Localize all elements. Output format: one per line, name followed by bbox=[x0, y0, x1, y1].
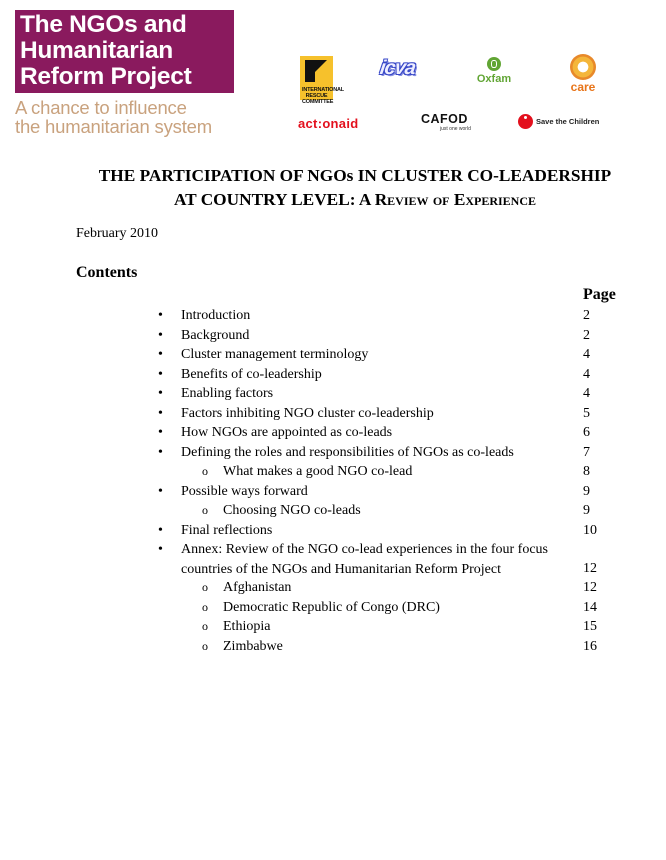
toc-entry-label: What makes a good NGO co-lead bbox=[223, 464, 413, 479]
toc-entry[interactable] bbox=[0, 521, 666, 541]
oxfam-logo bbox=[474, 57, 514, 85]
save-the-children-text: Save the Children bbox=[536, 117, 600, 126]
toc-entry-label: Factors inhibiting NGO cluster co-leadership bbox=[181, 405, 434, 421]
toc-entry-page: 9 bbox=[583, 483, 590, 499]
hollow-bullet-icon: o bbox=[202, 580, 208, 594]
toc-entry-label: Benefits of co-leadership bbox=[181, 366, 322, 382]
icva-logo: icva bbox=[378, 57, 417, 79]
toc-entry-page: 2 bbox=[583, 327, 590, 343]
toc-entry[interactable] bbox=[0, 617, 666, 637]
toc-entry[interactable] bbox=[0, 345, 666, 365]
toc-entry[interactable] bbox=[0, 365, 666, 385]
toc-entry-label: Introduction bbox=[181, 308, 251, 323]
hollow-bullet-icon: o bbox=[202, 503, 208, 517]
bullet-icon: • bbox=[158, 386, 163, 401]
toc-entry-page: 14 bbox=[583, 599, 597, 615]
bullet-icon: • bbox=[158, 425, 163, 440]
toc-entry-page: 4 bbox=[583, 386, 590, 401]
irc-logo bbox=[300, 56, 344, 105]
care-logo bbox=[565, 54, 601, 94]
bullet-icon: • bbox=[158, 366, 163, 382]
toc-entry-page: 10 bbox=[583, 522, 597, 538]
project-logo-line: Humanitarian bbox=[20, 37, 173, 64]
bullet-icon: • bbox=[158, 522, 163, 538]
toc-entry-label: Ethiopia bbox=[223, 619, 271, 634]
toc-entry-page: 12 bbox=[583, 580, 597, 595]
toc-entry-label: Annex: Review of the NGO co-lead experiences in the four focus countries of the NGOs and Humanitarian Reform Project bbox=[181, 542, 548, 577]
care-hands-icon bbox=[570, 54, 596, 80]
table-of-contents bbox=[0, 306, 666, 656]
toc-entry-label: Afghanistan bbox=[223, 580, 292, 595]
cafod-logo-text: CAFOD bbox=[420, 112, 468, 126]
project-logo-box bbox=[15, 10, 234, 93]
tagline-line: the humanitarian system bbox=[15, 116, 212, 137]
toc-entry[interactable] bbox=[0, 462, 666, 482]
toc-entry[interactable] bbox=[0, 404, 666, 424]
toc-entry-page: 2 bbox=[583, 308, 590, 323]
toc-entry-label: Enabling factors bbox=[181, 386, 274, 401]
project-tagline bbox=[15, 98, 234, 136]
cafod-logo bbox=[418, 113, 471, 132]
project-logo bbox=[15, 10, 234, 136]
document-title-line-1: THE PARTICIPATION OF NGOs IN CLUSTER CO-LEADERSHIP bbox=[98, 166, 612, 185]
care-logo-text: care bbox=[570, 80, 596, 94]
toc-entry[interactable] bbox=[0, 578, 666, 598]
bullet-icon: • bbox=[158, 542, 163, 557]
toc-entry[interactable] bbox=[0, 598, 666, 618]
cafod-logo-subtext: just one world bbox=[440, 126, 471, 132]
contents-heading: Contents bbox=[76, 264, 138, 281]
toc-entry-label: Final reflections bbox=[181, 522, 273, 538]
toc-entry-label: Defining the roles and responsibilities of NGOs as co-leads bbox=[181, 444, 514, 460]
toc-entry-page: 4 bbox=[583, 366, 590, 382]
irc-logo-text: INTERNATIONAL RESCUE COMMITTEE bbox=[302, 87, 344, 105]
toc-entry-label: Democratic Republic of Congo (DRC) bbox=[223, 599, 440, 615]
oxfam-figure-icon bbox=[487, 57, 501, 71]
toc-entry-label: Cluster management terminology bbox=[181, 347, 369, 362]
toc-entry[interactable] bbox=[0, 326, 666, 346]
toc-entry[interactable] bbox=[0, 306, 666, 326]
page-column-heading: Page bbox=[583, 286, 616, 303]
bullet-icon: • bbox=[158, 405, 163, 421]
toc-entry-page: 12 bbox=[583, 560, 597, 576]
oxfam-logo-text: Oxfam bbox=[476, 73, 512, 85]
toc-entry-page: 9 bbox=[583, 503, 590, 518]
toc-entry[interactable] bbox=[0, 423, 666, 443]
actionaid-logo: act:onaid bbox=[298, 116, 359, 131]
toc-entry-label: How NGOs are appointed as co-leads bbox=[181, 425, 393, 440]
toc-entry-label: Background bbox=[181, 327, 250, 343]
irc-arrow-head-icon bbox=[305, 60, 327, 82]
hollow-bullet-icon: o bbox=[202, 619, 208, 633]
save-the-children-logo bbox=[518, 114, 599, 129]
toc-entry[interactable] bbox=[0, 501, 666, 521]
project-logo-line: Reform Project bbox=[20, 63, 192, 90]
document-date: February 2010 bbox=[76, 226, 159, 241]
toc-entry[interactable] bbox=[0, 540, 666, 578]
toc-entry-page: 8 bbox=[583, 464, 590, 479]
toc-entry-page: 5 bbox=[583, 405, 590, 421]
hollow-bullet-icon: o bbox=[202, 464, 208, 478]
hollow-bullet-icon: o bbox=[202, 638, 208, 653]
bullet-icon: • bbox=[158, 347, 163, 362]
toc-entry[interactable] bbox=[0, 384, 666, 404]
toc-entry[interactable] bbox=[0, 482, 666, 502]
document-title-line-2: AT COUNTRY LEVEL: A Review of Experience bbox=[173, 190, 537, 209]
toc-entry-page: 4 bbox=[583, 347, 590, 362]
child-figure-icon bbox=[518, 114, 533, 129]
toc-entry-page: 15 bbox=[583, 619, 597, 634]
bullet-icon: • bbox=[158, 308, 163, 323]
toc-entry-label: Possible ways forward bbox=[181, 483, 308, 499]
bullet-icon: • bbox=[158, 444, 163, 460]
toc-entry-page: 6 bbox=[583, 425, 590, 440]
bullet-icon: • bbox=[158, 483, 163, 499]
toc-entry-page: 7 bbox=[583, 444, 590, 460]
toc-entry-label: Zimbabwe bbox=[223, 638, 283, 654]
toc-entry-page: 16 bbox=[583, 638, 597, 654]
project-logo-line: The NGOs and bbox=[20, 11, 187, 38]
tagline-line: A chance to influence bbox=[15, 97, 187, 118]
toc-entry-label: Choosing NGO co-leads bbox=[223, 503, 361, 518]
toc-entry[interactable] bbox=[0, 443, 666, 463]
toc-entry[interactable] bbox=[0, 637, 666, 657]
bullet-icon: • bbox=[158, 327, 163, 343]
hollow-bullet-icon: o bbox=[202, 599, 208, 614]
